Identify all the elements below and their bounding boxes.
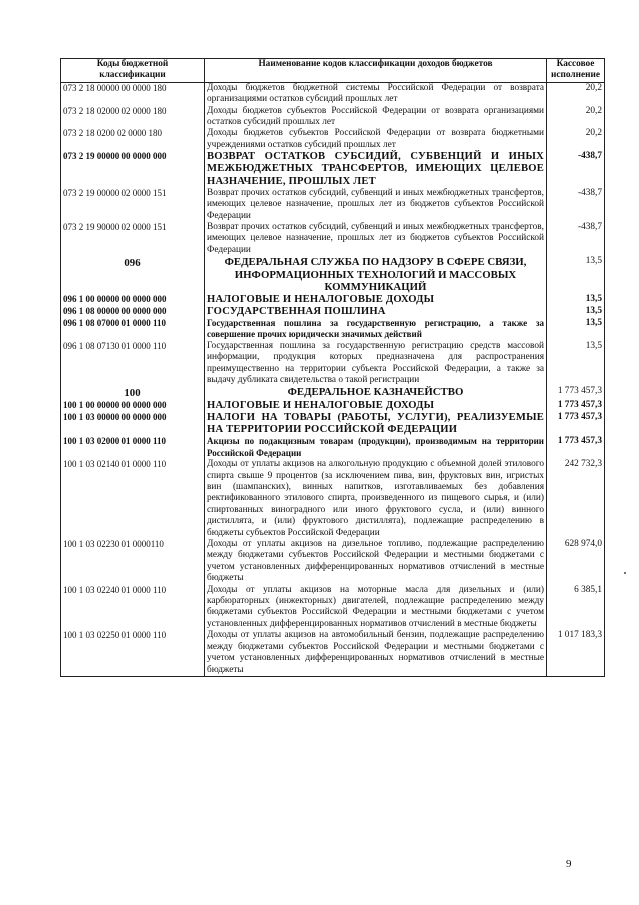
table-row — [61, 585, 605, 631]
row-name: Возврат прочих остатков субсидий, субвенций и иных межбюджетных трансфертов, имеющих целевое назначение, прошлых лет из бюджетов субъектов Российской Федерации — [205, 222, 547, 256]
row-name: НАЛОГОВЫЕ И НЕНАЛОГОВЫЕ ДОХОДЫ — [205, 400, 547, 412]
header-amount: Кассовое исполнение — [547, 59, 605, 83]
table-row — [61, 412, 605, 436]
row-name: Доходы от уплаты акцизов на моторные масла для дизельных и (или) карбюраторных (инжекторных) двигателей, подлежащие распределению между бюджетами субъектов Российской Федерации и местными бюджетами с учетом установленных дифференцированных нормативов отчислений в местные бюджеты — [205, 585, 547, 631]
row-code: 100 1 03 02000 01 0000 110 — [61, 436, 205, 459]
row-amount: 13,5 — [547, 341, 605, 387]
row-code: 096 1 08 07000 01 0000 110 — [61, 318, 205, 341]
row-amount: 1 017 183,3 — [547, 630, 605, 676]
table-row — [61, 436, 605, 459]
row-name: ФЕДЕРАЛЬНАЯ СЛУЖБА ПО НАДЗОРУ В СФЕРЕ СВЯЗИ, ИНФОРМАЦИОННЫХ ТЕХНОЛОГИЙ И МАССОВЫХ КОММУНИКАЦИЙ — [205, 256, 547, 293]
table-body — [61, 82, 605, 676]
row-code: 073 2 18 02000 02 0000 180 — [61, 106, 205, 129]
row-name: ГОСУДАРСТВЕННАЯ ПОШЛИНА — [205, 306, 547, 318]
row-code: 096 — [61, 256, 205, 293]
row-code: 073 2 18 0200 02 0000 180 — [61, 128, 205, 151]
row-name: Доходы бюджетов субъектов Российской Федерации от возврата организациями остатков субсидий прошлых лет — [205, 106, 547, 129]
row-code: 073 2 19 00000 02 0000 151 — [61, 188, 205, 222]
row-amount: 242 732,3 — [547, 459, 605, 539]
row-name: Акцизы по подакцизным товарам (продукции), производимым на территории Российской Федерации — [205, 436, 547, 459]
row-code: 096 1 08 07130 01 0000 110 — [61, 341, 205, 387]
row-name: Государственная пошлина за государственную регистрацию, а также за совершение прочих юридически значимых действий — [205, 318, 547, 341]
row-code: 100 1 03 02230 01 0000110 — [61, 539, 205, 585]
row-amount: 1 773 457,3 — [547, 386, 605, 399]
row-name: НАЛОГОВЫЕ И НЕНАЛОГОВЫЕ ДОХОДЫ — [205, 294, 547, 306]
row-code: 100 — [61, 386, 205, 399]
row-amount: 20,2 — [547, 82, 605, 105]
row-code: 073 2 19 00000 00 0000 000 — [61, 151, 205, 188]
table-row — [61, 222, 605, 256]
row-code: 096 1 00 00000 00 0000 000 — [61, 294, 205, 306]
row-name: Возврат прочих остатков субсидий, субвенций и иных межбюджетных трансфертов, имеющих целевое назначение, прошлых лет из бюджетов субъектов Российской Федерации — [205, 188, 547, 222]
table-row — [61, 294, 605, 306]
table-row — [61, 128, 605, 151]
row-name: ВОЗВРАТ ОСТАТКОВ СУБСИДИЙ, СУБВЕНЦИЙ И ИНЫХ МЕЖБЮДЖЕТНЫХ ТРАНСФЕРТОВ, ИМЕЮЩИХ ЦЕЛЕВОЕ НАЗНАЧЕНИЕ, ПРОШЛЫХ ЛЕТ — [205, 151, 547, 188]
row-code: 100 1 00 00000 00 0000 000 — [61, 400, 205, 412]
table-row — [61, 151, 605, 188]
row-amount: 13,5 — [547, 318, 605, 341]
row-code: 100 1 03 02140 01 0000 110 — [61, 459, 205, 539]
row-code: 073 2 19 90000 02 0000 151 — [61, 222, 205, 256]
row-amount: 6 385,1 — [547, 585, 605, 631]
table-row — [61, 306, 605, 318]
row-code: 073 2 18 00000 00 0000 180 — [61, 82, 205, 105]
row-amount: 20,2 — [547, 128, 605, 151]
row-amount: 1 773 457,3 — [547, 436, 605, 459]
page-number: 9 — [566, 858, 572, 870]
row-name: Государственная пошлина за государственную регистрацию средств массовой информации, продукция которых предназначена для распространения преимущественно на территории субъекта Российской Федерации, а также за выдачу дубликата свидетельства о такой регистрации — [205, 341, 547, 387]
revenue-table — [60, 58, 605, 677]
row-code: 100 1 03 02240 01 0000 110 — [61, 585, 205, 631]
table-row — [61, 400, 605, 412]
row-amount: -438,7 — [547, 151, 605, 188]
table-row — [61, 106, 605, 129]
row-name: Доходы от уплаты акцизов на дизельное топливо, подлежащие распределению между бюджетами субъектов Российской Федерации и местными бюджетами с учетом установленных дифференцированных нормативов отчислений в местные бюджеты — [205, 539, 547, 585]
row-name: Доходы от уплаты акцизов на алкогольную продукцию с объемной долей этилового спирта свыше 9 процентов (за исключением пива, вин, фруктовых вин, игристых вин (шампанских), винных напитков, изготавливаемых без добавления ректификованного этилового спирта, произведенного из пищевого сырья, и (или) спиртованных виноградного или иного фруктового сусла, и (или) винного дистиллята, и (или) фруктового дистиллята), подлежащие распределению в бюджеты субъектов Российской Федерации — [205, 459, 547, 539]
row-amount: -438,7 — [547, 188, 605, 222]
table-row — [61, 341, 605, 387]
table-row — [61, 188, 605, 222]
scan-speck — [624, 572, 626, 574]
row-amount: 1 773 457,3 — [547, 412, 605, 436]
header-codes: Коды бюджетной классификации — [61, 59, 205, 83]
row-amount: 13,5 — [547, 306, 605, 318]
row-code: 100 1 03 02250 01 0000 110 — [61, 630, 205, 676]
table-header-row — [61, 59, 605, 83]
row-code: 096 1 08 00000 00 0000 000 — [61, 306, 205, 318]
row-amount: 628 974,0 — [547, 539, 605, 585]
row-name: НАЛОГИ НА ТОВАРЫ (РАБОТЫ, УСЛУГИ), РЕАЛИЗУЕМЫЕ НА ТЕРРИТОРИИ РОССИЙСКОЙ ФЕДЕРАЦИИ — [205, 412, 547, 436]
row-amount: 13,5 — [547, 256, 605, 293]
table-row — [61, 386, 605, 399]
header-name: Наименование кодов классификации доходов бюджетов — [205, 59, 547, 83]
table-row — [61, 539, 605, 585]
row-amount: 1 773 457,3 — [547, 400, 605, 412]
row-code: 100 1 03 00000 00 0000 000 — [61, 412, 205, 436]
row-amount: -438,7 — [547, 222, 605, 256]
table-row — [61, 256, 605, 293]
table-row — [61, 630, 605, 676]
row-name: Доходы бюджетов бюджетной системы Российской Федерации от возврата организациями остатков субсидий прошлых лет — [205, 82, 547, 105]
row-name: Доходы от уплаты акцизов на автомобильный бензин, подлежащие распределению между бюджетами субъектов Российской Федерации и местными бюджетами с учетом установленных дифференцированных нормативов отчислений в местные бюджеты — [205, 630, 547, 676]
table-row — [61, 318, 605, 341]
table-row — [61, 459, 605, 539]
row-amount: 13,5 — [547, 294, 605, 306]
row-amount: 20,2 — [547, 106, 605, 129]
row-name: Доходы бюджетов субъектов Российской Федерации от возврата бюджетными учреждениями остатков субсидий прошлых лет — [205, 128, 547, 151]
table-row — [61, 82, 605, 105]
row-name: ФЕДЕРАЛЬНОЕ КАЗНАЧЕЙСТВО — [205, 386, 547, 399]
